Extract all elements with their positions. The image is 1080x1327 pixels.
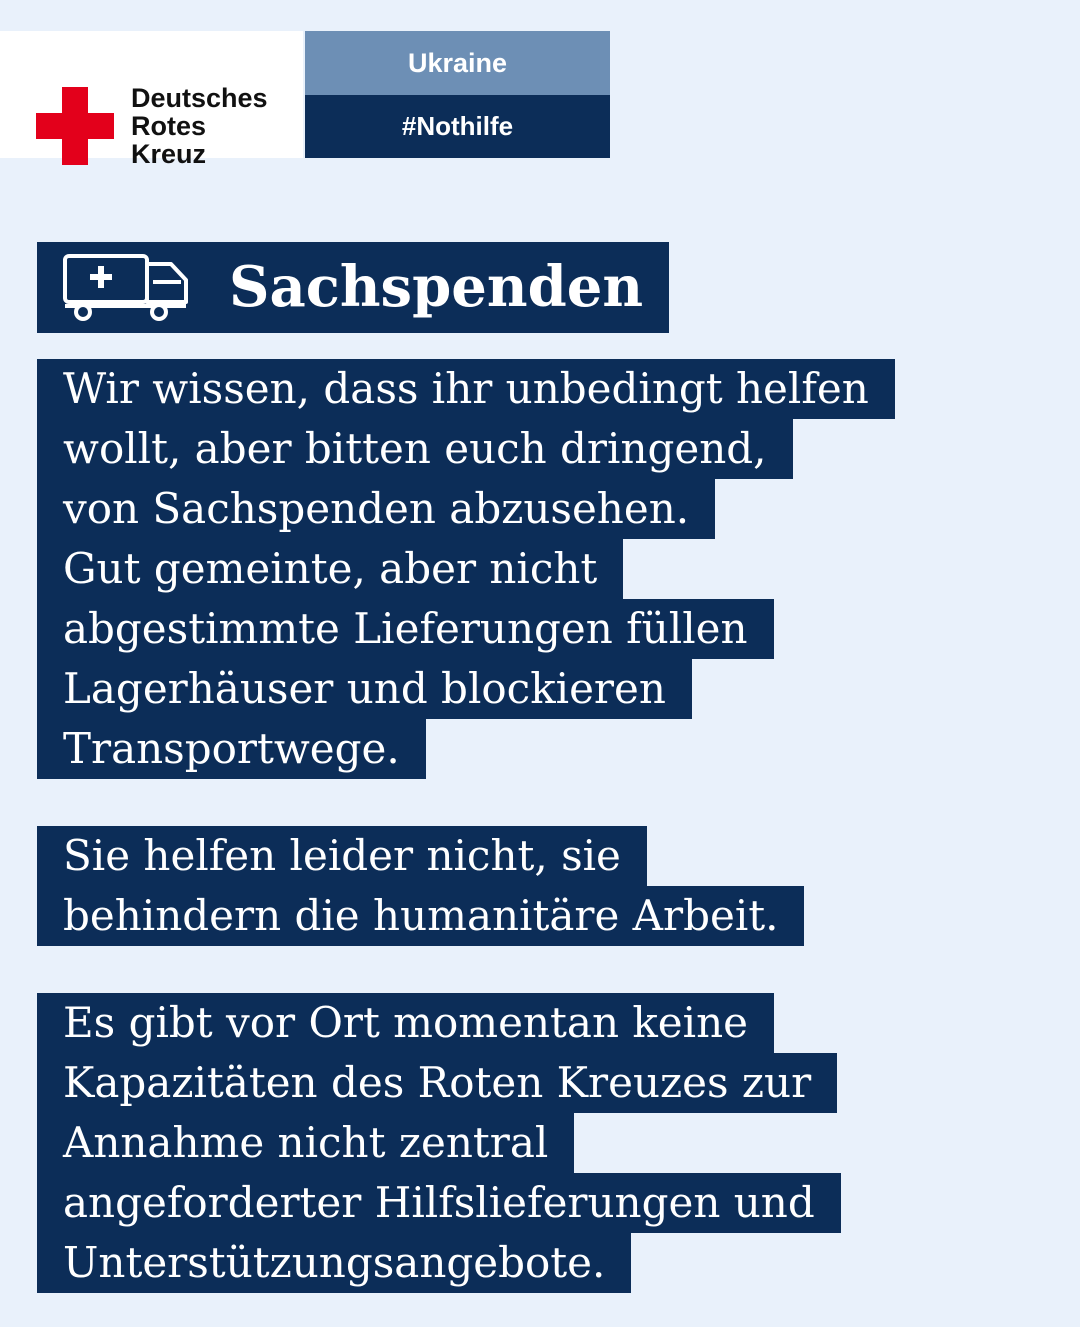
text-line: Kapazitäten des Roten Kreuzes zur	[37, 1053, 837, 1113]
org-name-line: Kreuz	[131, 139, 207, 169]
logo-box	[0, 31, 303, 169]
text-line: Annahme nicht zentral	[37, 1113, 574, 1173]
paragraph-2	[37, 826, 804, 946]
text-line: wollt, aber bitten euch dringend,	[37, 419, 793, 479]
red-cross-icon	[36, 87, 114, 165]
org-name-line: Rotes	[131, 111, 207, 141]
paragraph-3	[37, 993, 841, 1293]
title-banner	[37, 242, 669, 333]
org-name	[131, 84, 268, 168]
text-line: angeforderter Hilfslieferungen und	[37, 1173, 841, 1233]
tag-nothilfe: #Nothilfe	[305, 95, 610, 158]
text-line: behindern die humanitäre Arbeit.	[37, 886, 804, 946]
paragraph-1	[37, 359, 895, 779]
text-line: Sie helfen leider nicht, sie	[37, 826, 647, 886]
text-line: Transportwege.	[37, 719, 426, 779]
text-line: Lagerhäuser und blockieren	[37, 659, 692, 719]
ambulance-icon	[63, 254, 190, 322]
text-line: von Sachspenden abzusehen.	[37, 479, 715, 539]
text-line: Es gibt vor Ort momentan keine	[37, 993, 774, 1053]
tag-ukraine: Ukraine	[305, 31, 610, 95]
text-line: Gut gemeinte, aber nicht	[37, 539, 623, 599]
page-title: Sachspenden	[229, 254, 644, 320]
text-line: abgestimmte Lieferungen füllen	[37, 599, 774, 659]
org-name-line: Deutsches	[131, 83, 268, 113]
text-line: Unterstützungsangebote.	[37, 1233, 631, 1293]
text-line: Wir wissen, dass ihr unbedingt helfen	[37, 359, 895, 419]
